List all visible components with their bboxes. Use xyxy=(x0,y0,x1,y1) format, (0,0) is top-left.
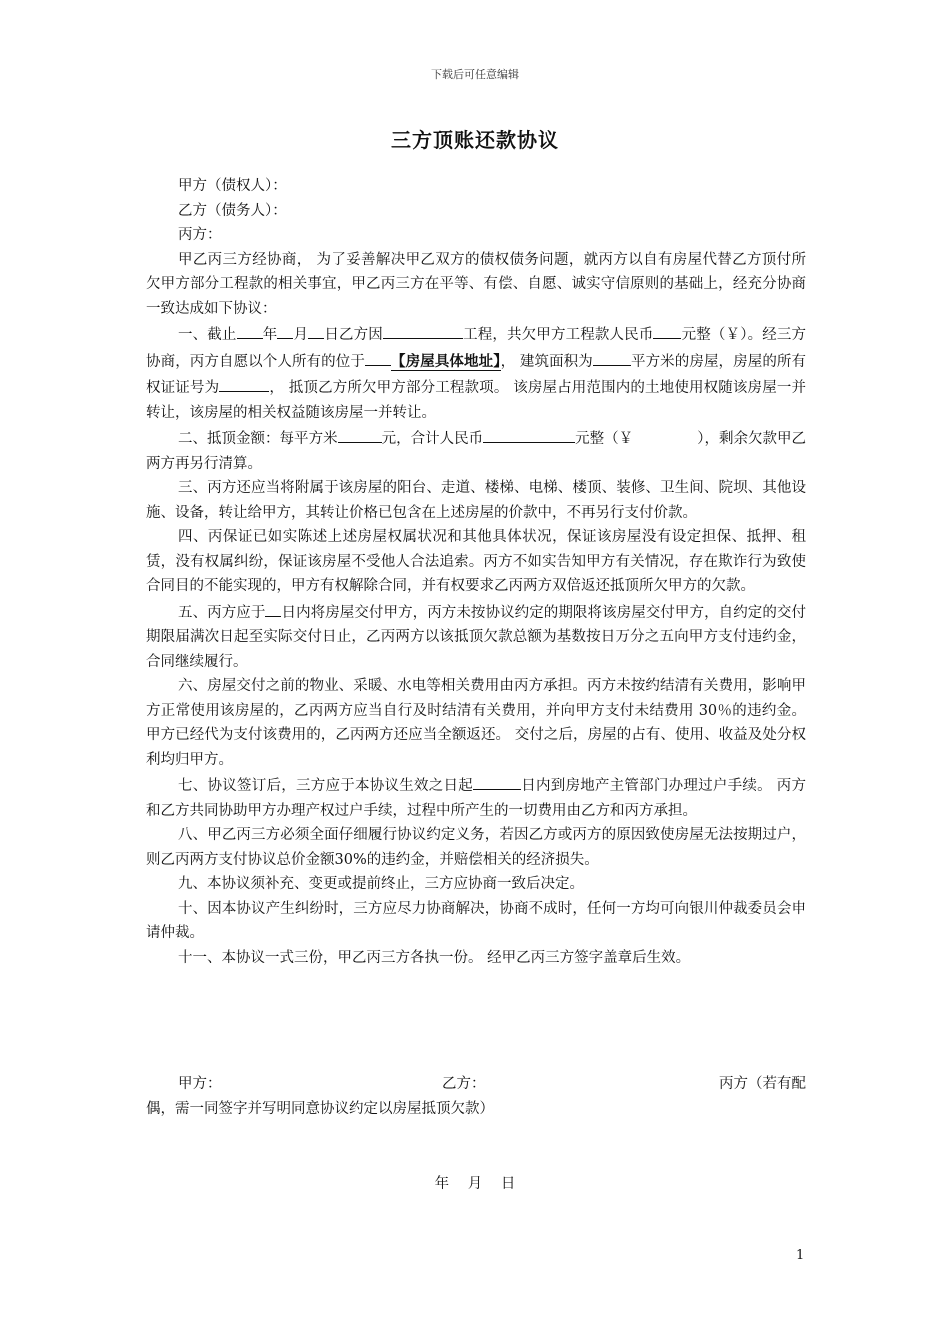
clause-1-location-label: 元整（￥）。经三方协商，丙方自愿以个人所有的位于 xyxy=(146,327,807,370)
blank-unit-price xyxy=(338,425,382,443)
clause-1 xyxy=(146,321,806,425)
clause-11: 十一、本协议一式三份，甲乙丙三方各执一份。 经甲乙丙三方签字盖章后生效。 xyxy=(178,949,691,966)
blank-transfer-days xyxy=(473,772,521,790)
blank-day xyxy=(308,321,324,339)
clause-2 xyxy=(146,425,806,476)
clause-10: 十、因本协议产生纠纷时，三方应尽力协商解决，协商不成时，任何一方均可向银川仲裁委员会申请仲裁。 xyxy=(146,900,806,941)
blank-area xyxy=(593,348,631,366)
clause-9: 九、本协议须补充、变更或提前终止，三方应协商一致后决定。 xyxy=(178,876,584,892)
clause-2-tail: ），剩余欠款甲乙两方再另行清算。 xyxy=(146,431,807,472)
clause-2-text: 二、抵顶金额：每平方米 xyxy=(178,431,338,447)
clause-7-text: 七、协议签订后，三方应于本协议生效之日起 xyxy=(178,778,473,794)
clause-1-text: 一、截止 xyxy=(178,327,237,343)
clause-1-project-label: 日乙方因 xyxy=(324,327,383,343)
clause-1-month-label: 月 xyxy=(293,327,309,343)
clause-1-cert-label: 平方米的房屋，房屋的所有权证证号为 xyxy=(146,353,807,396)
clause-1-tail: ， 抵顶乙方所欠甲方部分工程款项。 该房屋占用范围内的土地使用权随该房屋一并转让，该房屋的相关权益随该房屋一并转让。 xyxy=(146,380,807,421)
clause-5-text: 五、丙方应于 xyxy=(178,604,266,621)
clause-5-tail: 日内将房屋交付甲方，丙方未按协议约定的期限将该房屋交付甲方，自约定的交付期限届满次日起至实际交付日止，乙丙两方以该抵顶欠款总额为基数按日万分之五向甲方支付违约金，合同继续履行。 xyxy=(146,604,807,670)
clause-2-total-label: 元，合计人民币 xyxy=(381,431,484,447)
clause-6: 六、房屋交付之前的物业、采暖、水电等相关费用由丙方承担。丙方未按约结清有关费用，影响甲方正常使用该房屋的，乙丙两方应当自行及时结清有关费用，并向甲方支付未结费用 30％的违约金。甲方已经代为支付该费用的，乙丙两方还应当全额返还。 交付之后，房屋的占有、使用、收益及处分权利均归甲方。 xyxy=(146,678,806,768)
clause-2-yen-label: 元整（￥ xyxy=(575,431,634,447)
clause-5 xyxy=(146,599,806,675)
date-line: 年 月 日 xyxy=(434,1176,516,1192)
clause-3: 三、丙方还应当将附属于该房屋的阳台、走道、楼梯、电梯、楼顶、装修、卫生间、院坝、其他设施、设备，转让给甲方，其转让价格已包含在上述房屋的价款中，不再另行支付价款。 xyxy=(146,480,806,521)
signature-party-b: 乙方： xyxy=(442,1076,486,1092)
blank-certificate xyxy=(219,374,269,392)
page-number: 1 xyxy=(796,1248,805,1263)
blank-days xyxy=(265,599,281,617)
blank-amount xyxy=(653,321,681,339)
blank-month xyxy=(277,321,293,339)
intro-paragraph: 甲乙丙三方经协商， 为了妥善解决甲乙双方的债权债务问题，就丙方以自有房屋代替乙方顶付所欠甲方部分工程款的相关事宜，甲乙丙三方在平等、有偿、自愿、诚实守信原则的基础上，经充分协商一致达成如下协议： xyxy=(146,251,806,317)
clause-8: 八、甲乙丙三方必须全面仔细履行协议约定义务，若因乙方或丙方的原因致使房屋无法按期过户，则乙丙两方支付协议总价金额30%的违约金，并赔偿相关的经济损失。 xyxy=(146,827,806,868)
signature-party-c-note: 偶，需一同签字并写明同意协议约定以房屋抵顶欠款） xyxy=(146,1101,494,1117)
document-title: 三方顶账还款协议 xyxy=(391,128,559,152)
party-a-line: 甲方（债权人）： xyxy=(178,178,287,194)
clause-4: 四、丙保证已如实陈述上述房屋权属状况和其他具体状况，保证该房屋没有设定担保、抵押、租赁，没有权属纠纷，保证该房屋不受他人合法追索。丙方不如实告知甲方有关情况，存在欺诈行为致使合同目的不能实现的，甲方有权解除合同，并有权要求乙丙两方双倍返还抵顶所欠甲方的欠款。 xyxy=(146,529,806,594)
blank-project xyxy=(383,321,463,339)
clause-1-area-label: ， 建筑面积为 xyxy=(500,353,593,370)
document-body xyxy=(146,174,806,970)
clause-1-amount-label: 工程，共欠甲方工程款人民币 xyxy=(462,327,654,343)
house-address: 【房屋具体地址】 xyxy=(390,352,501,370)
blank-address-lead xyxy=(365,348,391,366)
signature-party-a: 甲方： xyxy=(178,1076,222,1092)
party-c-line: 丙方： xyxy=(178,227,222,243)
party-b-line: 乙方（债务人）： xyxy=(178,202,287,219)
signature-party-c: 丙方（若有配 xyxy=(719,1076,806,1092)
blank-year xyxy=(237,321,263,339)
header-note: 下载后可任意编辑 xyxy=(431,68,519,81)
clause-1-year-label: 年 xyxy=(262,327,278,343)
blank-total xyxy=(483,425,575,443)
clause-7 xyxy=(146,772,806,823)
clause-7-tail: 日内到房地产主管部门办理过户手续。 丙方和乙方共同协助甲方办理产权过户手续，过程中所产生的一切费用由乙方和丙方承担。 xyxy=(146,778,807,819)
